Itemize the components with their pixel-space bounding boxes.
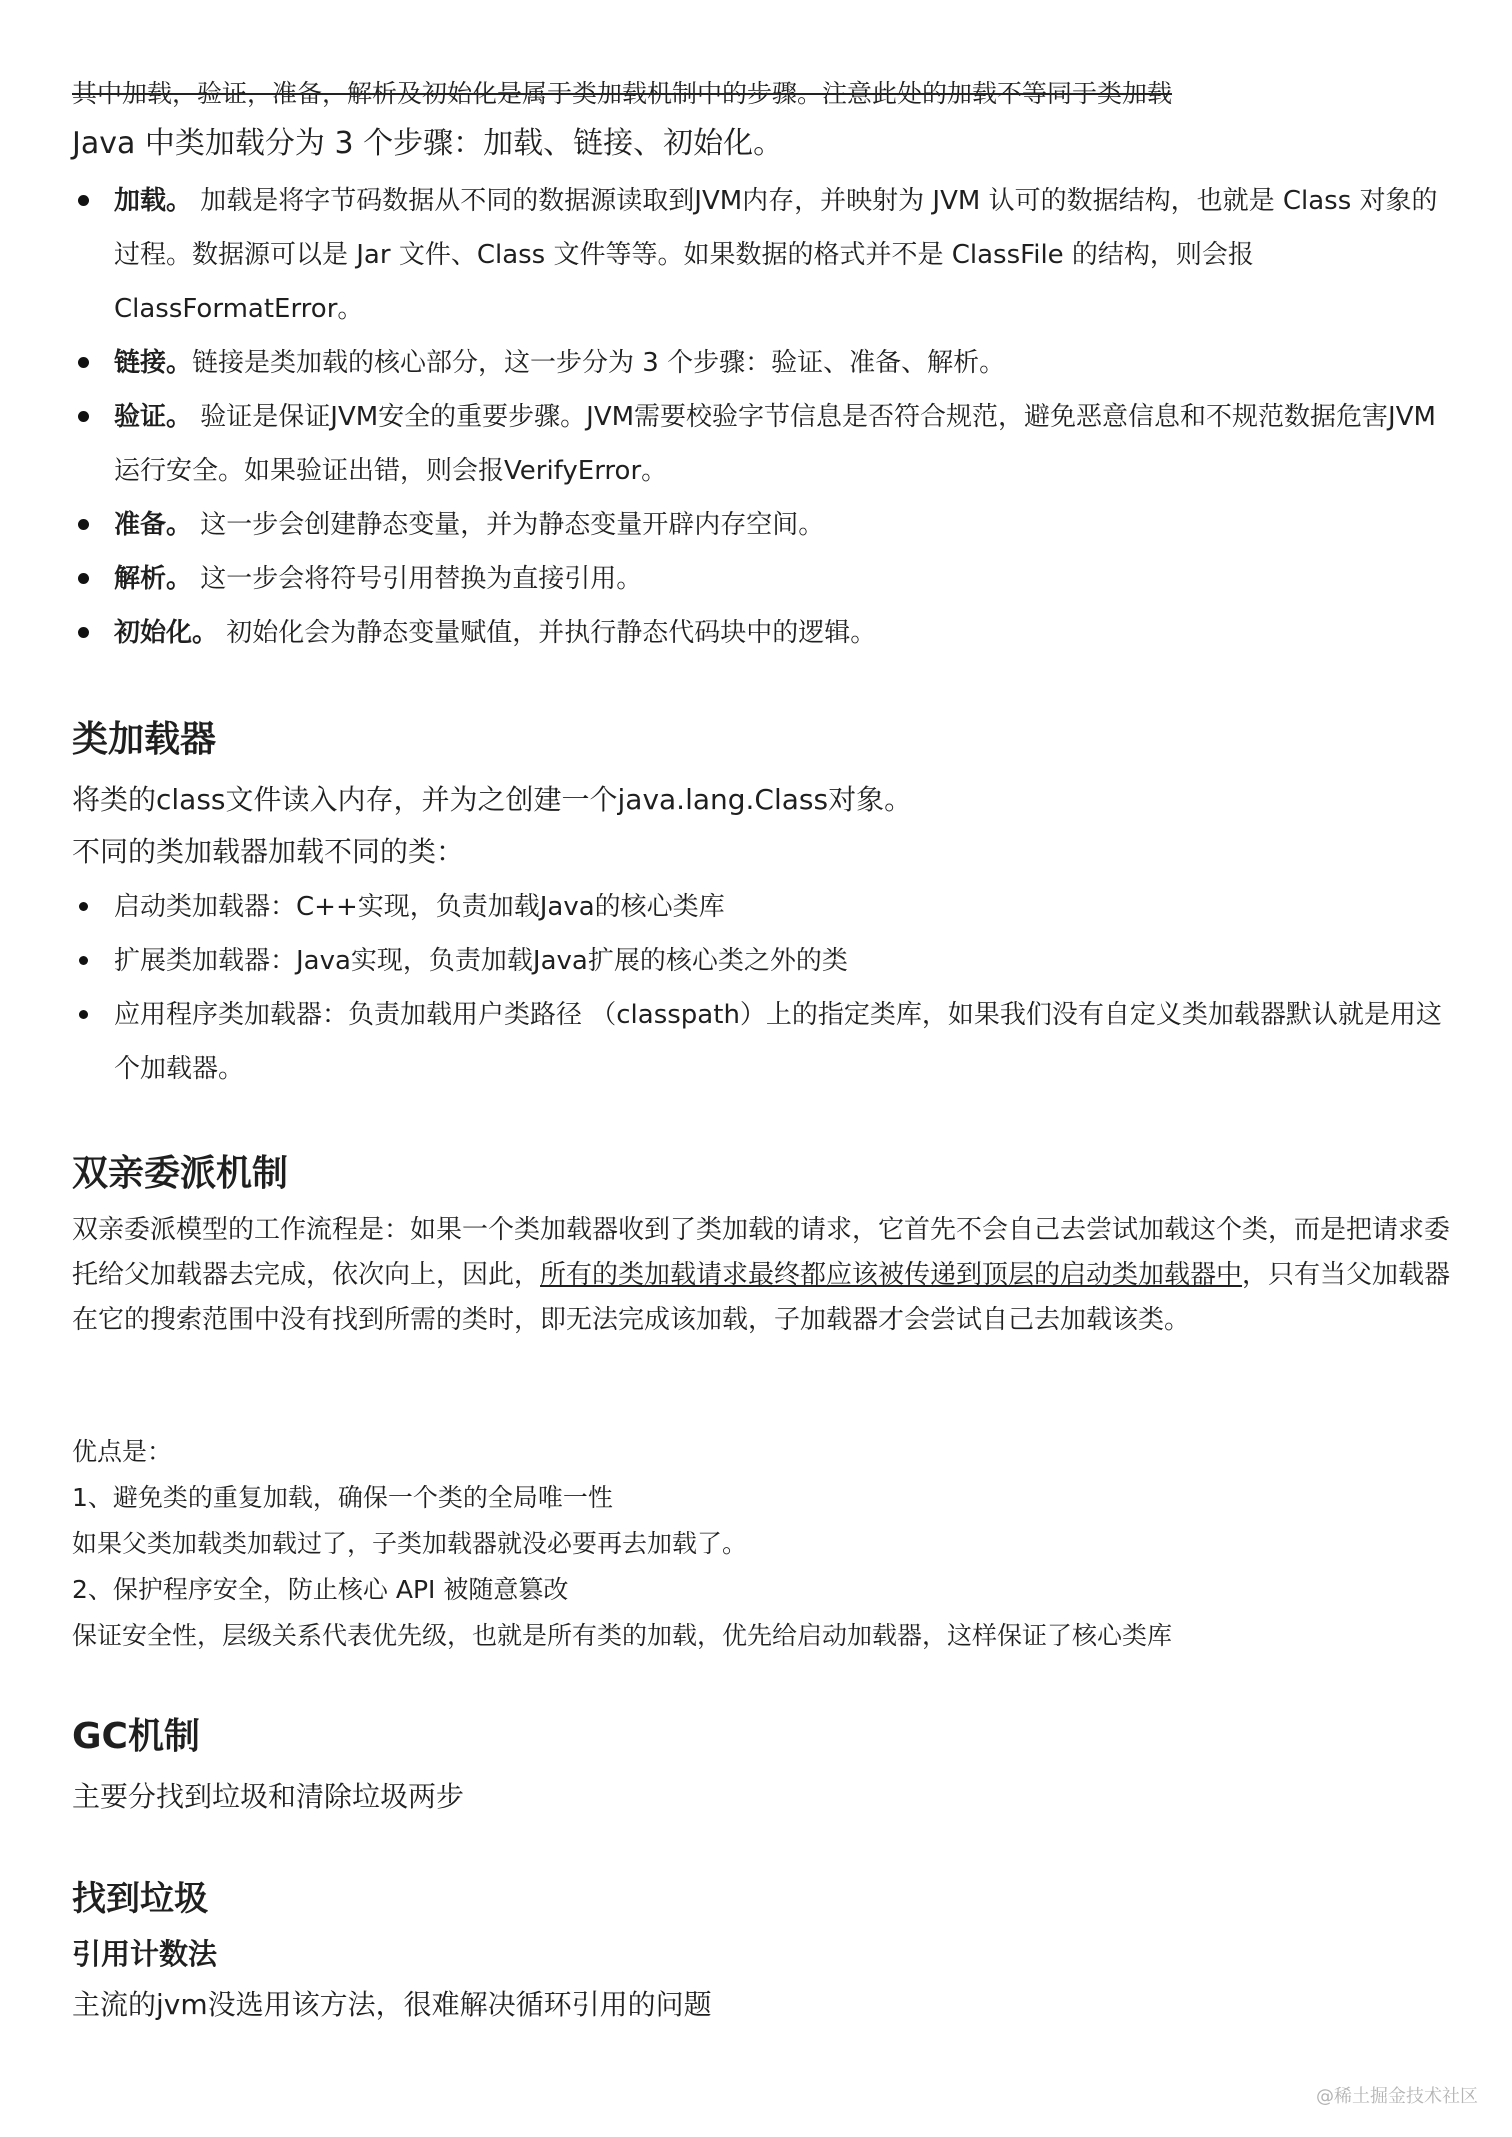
list-item xyxy=(72,498,1452,552)
delegation-paragraph xyxy=(72,1208,1452,1343)
delegation-heading: 双亲委派机制 xyxy=(72,1153,289,1194)
list-item xyxy=(72,934,1452,988)
advantage-2-desc: 保证安全性，层级关系代表优先级，也就是所有类的加载，优先给启动加载器，这样保证了核心类库 xyxy=(72,1621,1173,1650)
bullet-icon xyxy=(79,1010,88,1019)
class-loader-list xyxy=(72,880,1452,1096)
step-term: 链接。 xyxy=(114,348,193,378)
reference-counting-desc: 主流的jvm没选用该方法，很难解决循环引用的问题 xyxy=(72,1988,712,2021)
step-term: 解析。 xyxy=(114,564,193,594)
class-loader-heading: 类加载器 xyxy=(72,719,217,760)
step-term: 初始化。 xyxy=(114,618,219,648)
loading-steps-list xyxy=(72,174,1452,660)
step-text: 链接是类加载的核心部分，这一步分为 3 个步骤：验证、准备、解析。 xyxy=(192,348,1006,378)
reference-counting-heading: 引用计数法 xyxy=(72,1937,218,1971)
bullet-icon xyxy=(78,411,89,422)
step-text: 这一步会将符号引用替换为直接引用。 xyxy=(192,564,643,594)
step-text: 加载是将字节码数据从不同的数据源读取到JVM内存，并映射为 JVM 认可的数据结构，也就是 Class 对象的过程。数据源可以是 Jar 文件、Class 文件等等。如果数据的格式并不是 ClassFile 的结构，则会报 ClassFormatError。 xyxy=(114,186,1438,324)
step-term: 验证。 xyxy=(114,402,193,432)
bullet-icon xyxy=(78,357,89,368)
class-loader-desc: 将类的class文件读入内存，并为之创建一个java.lang.Class对象。 xyxy=(72,783,913,816)
bullet-icon xyxy=(78,573,89,584)
gc-heading: GC机制 xyxy=(72,1716,200,1757)
document-page xyxy=(72,74,1452,2031)
loader-item-text: 启动类加载器：C++实现，负责加载Java的核心类库 xyxy=(114,892,725,922)
bullet-icon xyxy=(79,956,88,965)
advantages-title: 优点是： xyxy=(72,1437,173,1466)
bullet-icon xyxy=(78,519,89,530)
step-term: 准备。 xyxy=(114,510,193,540)
class-loader-desc-2: 不同的类加载器加载不同的类： xyxy=(72,835,465,868)
list-item xyxy=(72,390,1452,498)
find-garbage-heading: 找到垃圾 xyxy=(72,1879,208,1919)
delegation-underlined-text: 所有的类加载请求最终都应该被传递到顶层的启动类加载器中 xyxy=(540,1260,1243,1290)
delegation-text-after: ，只有当父加载器在它的搜索范围中没有找到所需的类时，即无法完成该加载，子加载器才会尝试自己去加载该类。 xyxy=(72,1260,1451,1335)
step-term: 加载。 xyxy=(114,186,193,216)
advantage-2: 2、保护程序安全，防止核心 API 被随意篡改 xyxy=(72,1575,569,1604)
step-text: 这一步会创建静态变量，并为静态变量开辟内存空间。 xyxy=(192,510,825,540)
bullet-icon xyxy=(78,195,89,206)
advantage-1: 1、避免类的重复加载，确保一个类的全局唯一性 xyxy=(72,1483,613,1512)
list-item xyxy=(72,880,1452,934)
bullet-icon xyxy=(79,902,88,911)
loader-item-text: 扩展类加载器：Java实现，负责加载Java扩展的核心类之外的类 xyxy=(114,946,848,976)
gc-desc: 主要分找到垃圾和清除垃圾两步 xyxy=(72,1780,465,1813)
list-item xyxy=(72,336,1452,390)
list-item xyxy=(72,174,1452,336)
advantage-1-desc: 如果父类加载类加载过了，子类加载器就没必要再去加载了。 xyxy=(72,1529,748,1558)
strikethrough-note: 其中加载，验证，准备，解析及初始化是属于类加载机制中的步骤。注意此处的加载不等同于类加载 xyxy=(72,79,1173,108)
delegation-text-before: 双亲委派模型的工作流程是：如果一个类加载器收到了类加载的请求，它首先不会自己去尝试加载这个类，而是把请求委托给父加载器去完成，依次向上，因此， xyxy=(72,1215,1451,1290)
step-text: 初始化会为静态变量赋值，并执行静态代码块中的逻辑。 xyxy=(218,618,877,648)
class-loading-summary: Java 中类加载分为 3 个步骤：加载、链接、初始化。 xyxy=(72,126,784,161)
watermark: @稀土掘金技术社区 xyxy=(1316,2086,1478,2107)
bullet-icon xyxy=(78,627,89,638)
list-item xyxy=(72,988,1452,1096)
list-item xyxy=(72,606,1452,660)
step-text: 验证是保证JVM安全的重要步骤。JVM需要校验字节信息是否符合规范，避免恶意信息和不规范数据危害JVM运行安全。如果验证出错，则会报VerifyError。 xyxy=(114,402,1436,486)
list-item xyxy=(72,552,1452,606)
loader-item-text: 应用程序类加载器：负责加载用户类路径 （classpath）上的指定类库，如果我们没有自定义类加载器默认就是用这个加载器。 xyxy=(114,1000,1442,1084)
